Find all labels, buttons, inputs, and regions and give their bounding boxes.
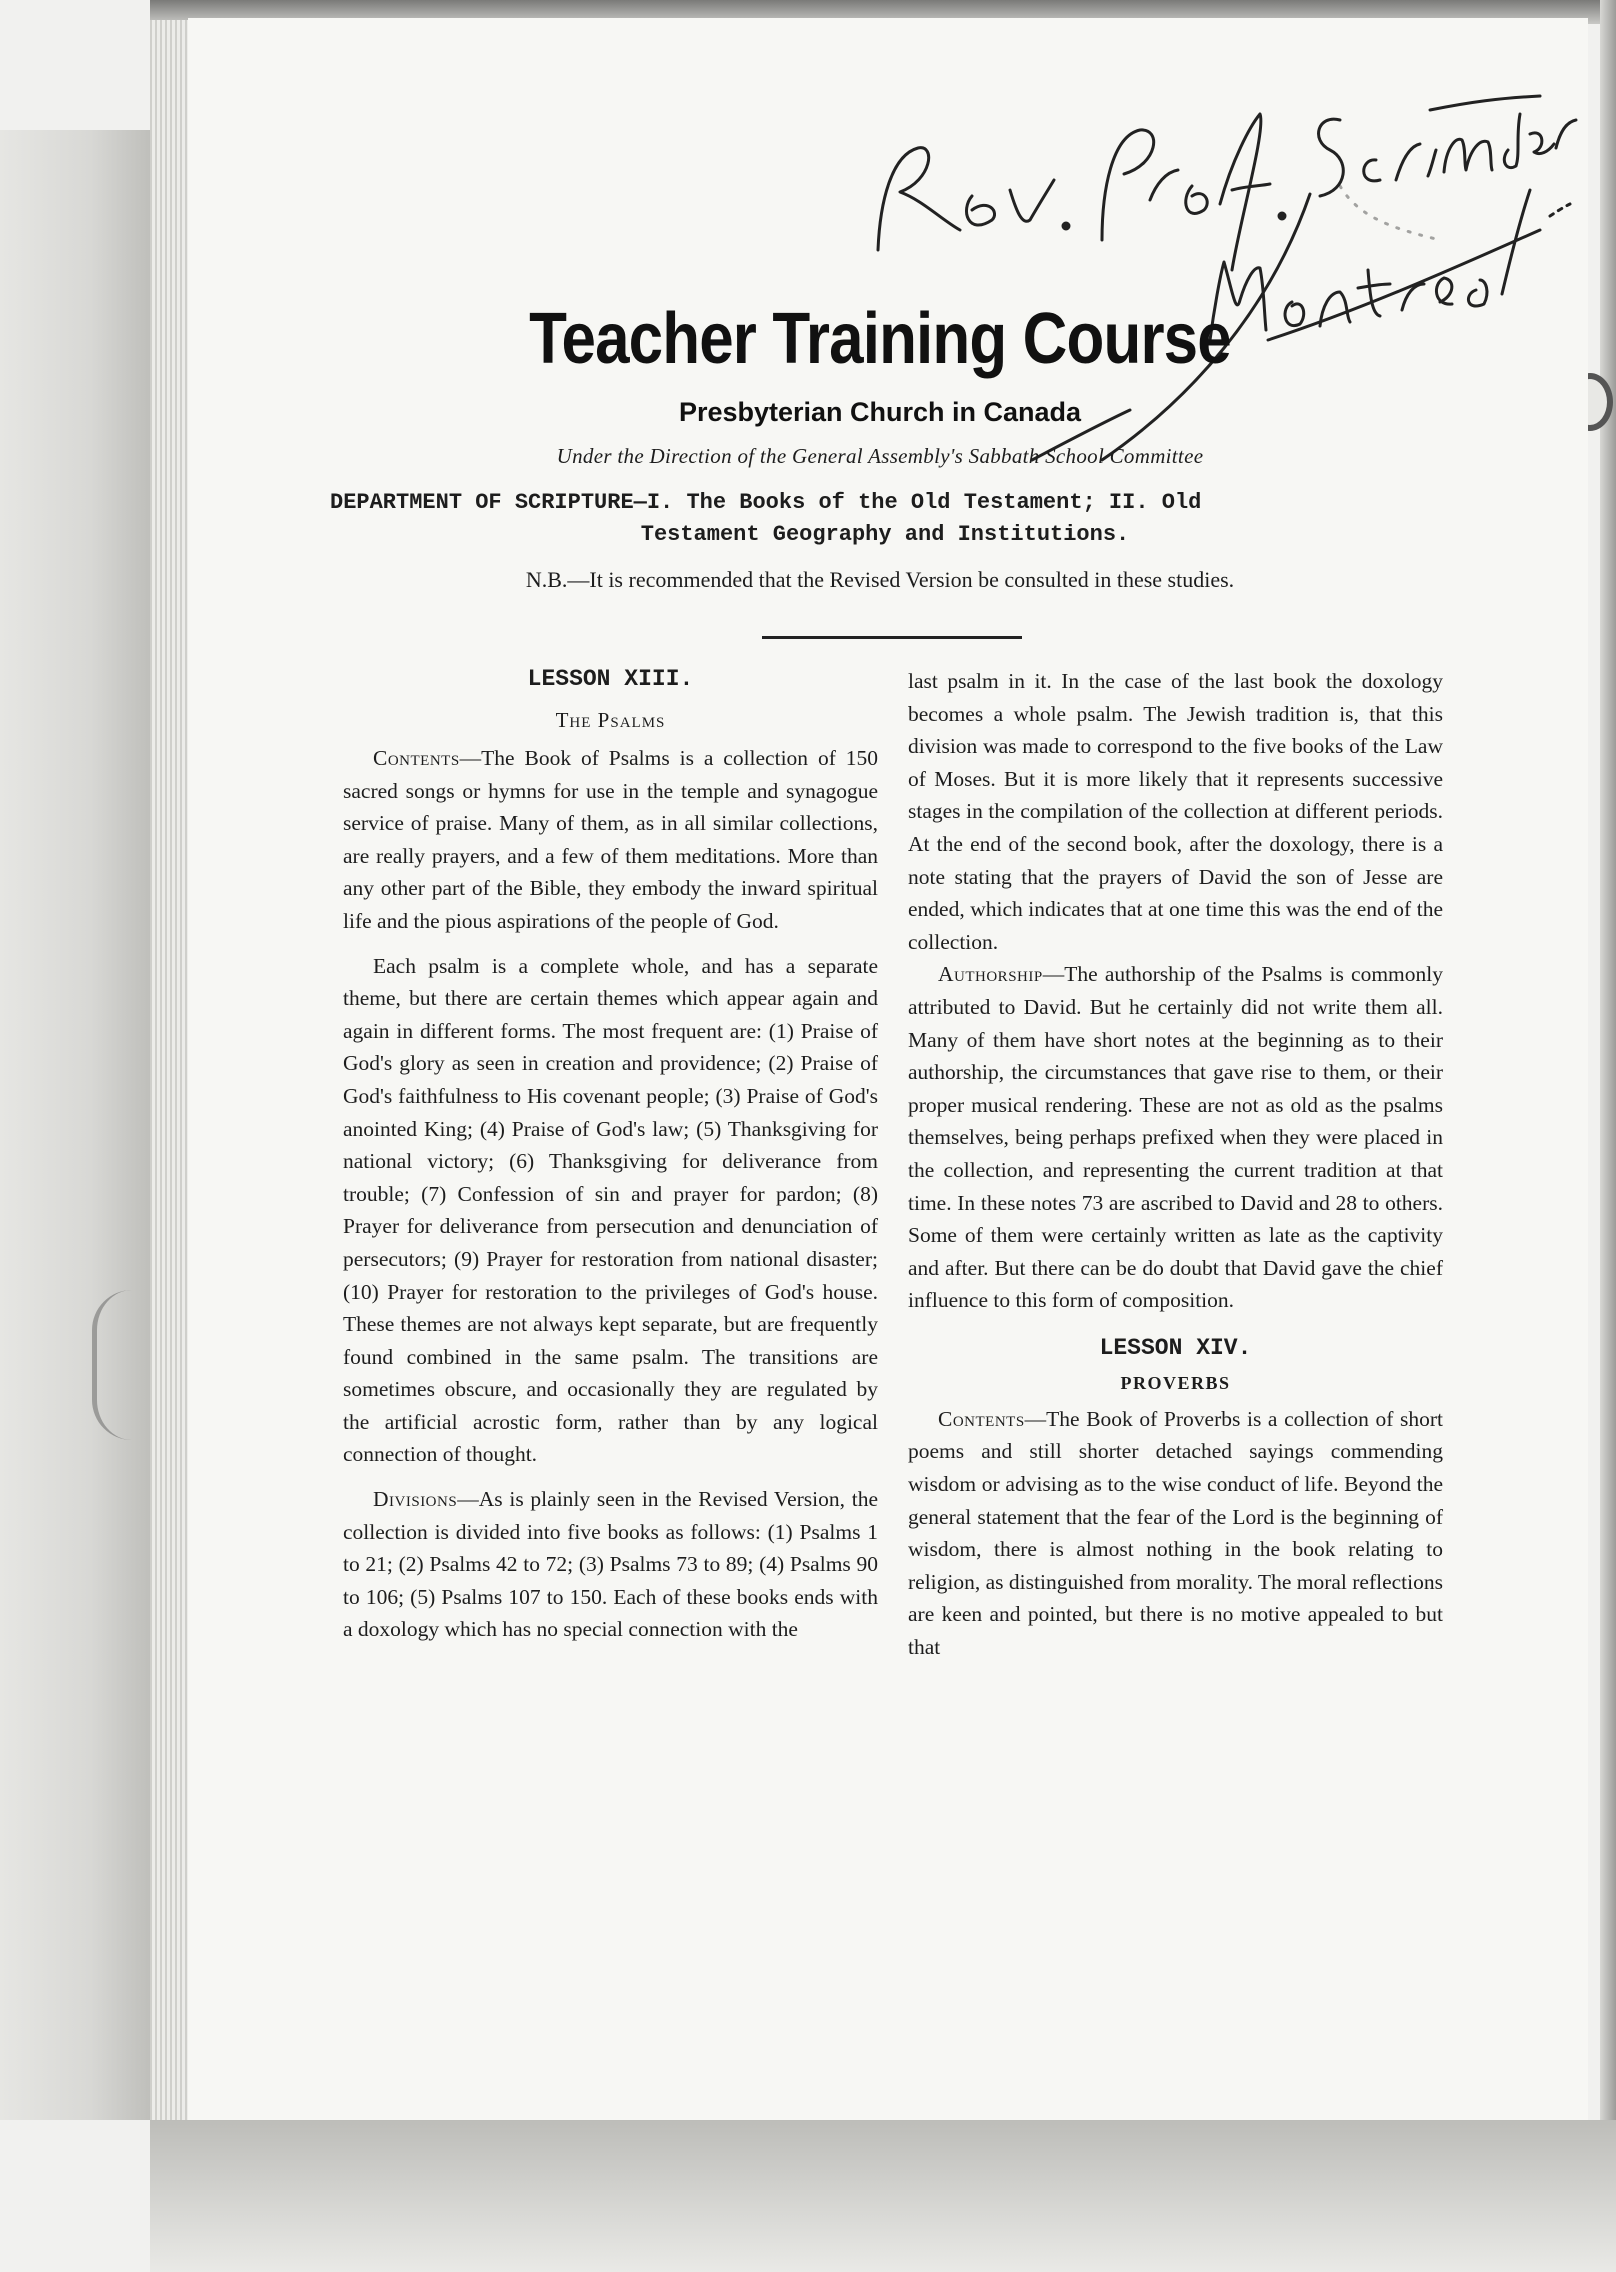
document-title: Teacher Training Course <box>529 299 1231 379</box>
contents-text: —The Book of Psalms is a collection of 150 sacred songs or hymns for use in the temple and synagogue service of praise. Many of them, as in all similar collections, are really prayers, and a few of them meditations. More than any other part of the Bible, they embody the inward spiritual life and the pious aspirations of the people of God. <box>343 746 878 933</box>
committee-line: Under the Direction of the General Assembly's Sabbath School Committee <box>556 444 1204 469</box>
department-line <box>330 487 1440 551</box>
book-page-edges <box>150 20 188 2125</box>
lesson-13-contents <box>343 742 878 938</box>
header-divider <box>762 636 1022 639</box>
lesson-13-divisions-continued: last psalm in it. In the case of the last book the doxology becomes a whole psalm. The Jewish tradition is, that this division was made to correspond to the five books of the Law of Moses. But it is more likely that it represents successive stages in the compilation of the collection at different periods. At the end of the second book, after the doxology, there is a note stating that the prayers of David the son of Jesse are ended, which indicates that at one time this was the end of the collection. <box>908 669 1443 954</box>
lesson-14-heading: LESSON XIV. <box>1099 1334 1252 1361</box>
adjacent-page <box>0 130 150 2120</box>
lesson-13-subheading: The Psalms <box>555 708 666 732</box>
lesson-13-heading: LESSON XIII. <box>527 666 694 692</box>
scan-right-edge <box>1600 0 1616 2272</box>
column-left <box>343 660 878 1646</box>
divisions-text: —As is plainly seen in the Revised Version, the collection is divided into five books as follows: (1) Psalms 1 to 21; (2) Psalms 42 to 72; (3) Psalms 73 to 89; (4) Psalms 90 to 106; (5) Psalms 107 to 150. Each of these books ends with a doxology which has no special connection with the <box>343 1487 878 1642</box>
adjacent-page-handwriting <box>92 1290 157 1440</box>
lesson-13-authorship <box>908 958 1443 1317</box>
lesson-13-divisions <box>343 1483 878 1646</box>
document-subtitle: Presbyterian Church in Canada <box>678 397 1082 428</box>
department-line-1: DEPARTMENT OF SCRIPTURE—I. The Books of the Old Testament; II. Old <box>330 490 1202 516</box>
lesson-14-contents <box>908 1403 1443 1664</box>
scan-bottom-edge <box>150 2120 1616 2272</box>
lesson-13-themes: Each psalm is a complete whole, and has a separate theme, but there are certain themes which appear again and again in different forms. The most frequent are: (1) Praise of God's glory as seen in creation and providence; (2) Praise of God's faithfulness to His covenant people; (3) Praise of God's anointed King; (4) Praise of God's law; (5) Thanksgiving for national victory; (6) Thanksgiving for deliverance from trouble; (7) Confession of sin and prayer for pardon; (8) Prayer for deliverance from persecution and denunciation of persecutors; (9) Prayer for restoration from national disaster; (10) Prayer for restoration to the privileges of God's house. These themes are not always kept separate, but are frequently found combined in the same psalm. The transitions are sometimes obscure, and occasionally they are regulated by the artificial acrostic form, rather than by any logical connection of thought. <box>343 953 878 1467</box>
lesson-14-contents-text: —The Book of Proverbs is a collection of short poems and still shorter detached sayings commending wisdom or advising as to the wise conduct of life. Beyond the general statement that the fear of the Lord is the beginning of wisdom, there is almost nothing in the book relating to religion, as distinguished from morality. The moral reflections are keen and pointed, but there is no motive appealed to but that <box>908 1406 1443 1660</box>
document-header <box>300 300 1460 593</box>
lesson-14-subheading: PROVERBS <box>1120 1372 1231 1393</box>
authorship-label: Authorship <box>938 962 1043 987</box>
department-line-2: Testament Geography and Institutions. <box>640 522 1130 548</box>
nota-bene: N.B.—It is recommended that the Revised Version be consulted in these studies. <box>525 567 1235 593</box>
column-right <box>908 665 1443 1664</box>
contents-label: Contents <box>373 746 460 770</box>
authorship-text: —The authorship of the Psalms is commonly attributed to David. But he certainly did not write them all. Many of them have short notes at the beginning as to their authorship, the circumstances that gave rise to them, or their proper musical rendering. These are not as old as the psalms themselves, being perhaps prefixed when they were placed in the collection, and representing the current tradition at that time. In these notes 73 are ascribed to David and 28 to others. Some of them were certainly written as late as the captivity and after. But there can be do doubt that David gave the chief influence to this form of composition. <box>908 962 1443 1313</box>
lesson-14-contents-label: Contents <box>938 1406 1025 1431</box>
divisions-label: Divisions <box>373 1487 458 1512</box>
